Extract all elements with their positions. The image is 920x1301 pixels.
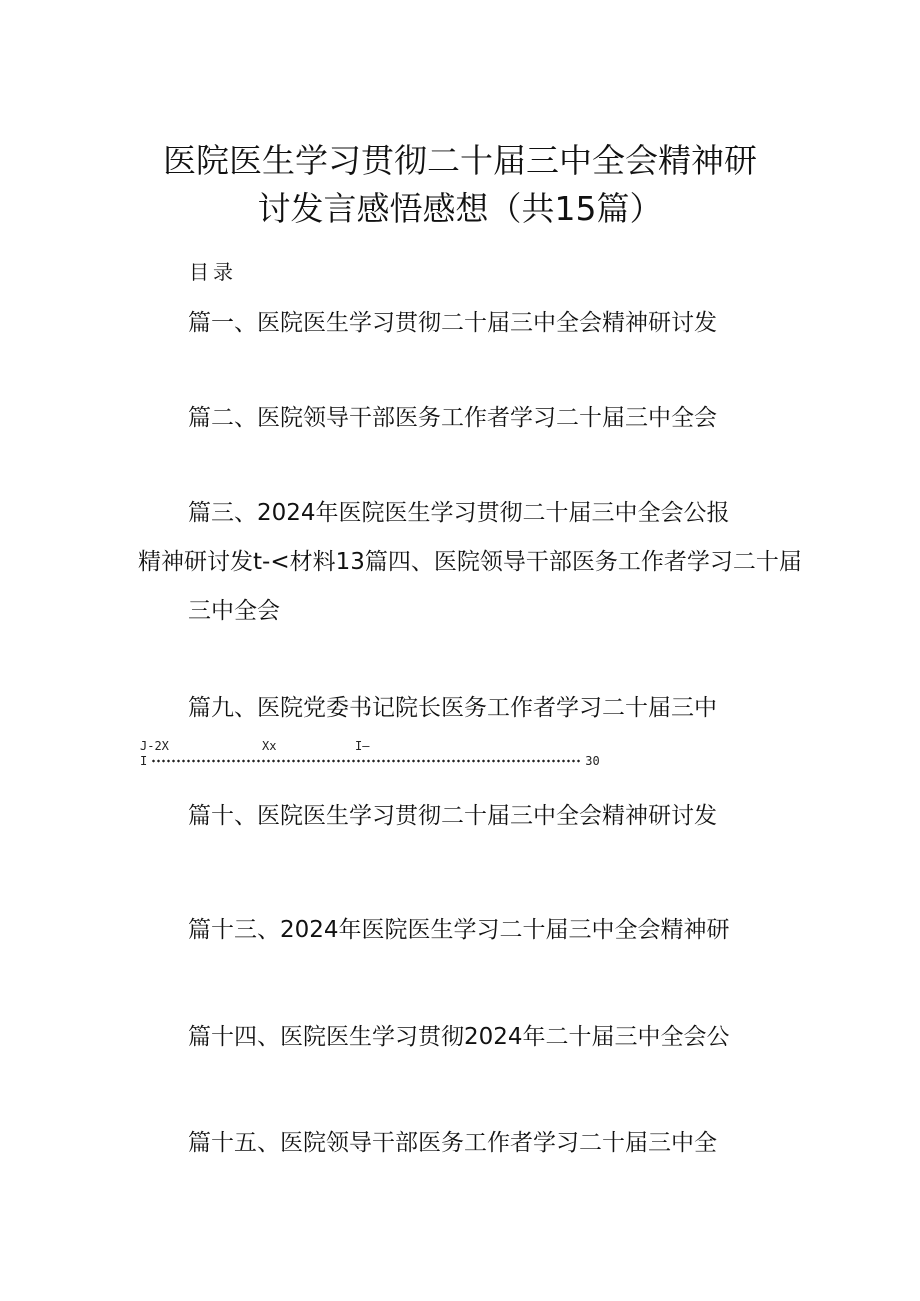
garbled-text-3: I— <box>355 739 370 753</box>
leader-start-text: I <box>140 754 148 768</box>
page-number: 30 <box>585 754 600 768</box>
document-title-line-2: 讨发言感悟感想（共15篇） <box>257 189 663 228</box>
toc-entry-15: 篇十五、医院领导干部医务工作者学习二十届三中全 <box>188 1130 717 1156</box>
toc-entry-14: 篇十四、医院医生学习贯彻2024年二十届三中全会公 <box>188 1024 730 1050</box>
garbled-text-2: Xx <box>262 739 277 753</box>
toc-leader-row <box>140 754 600 768</box>
toc-heading: 目录 <box>189 260 237 284</box>
toc-entry-3: 篇三、2024年医院医生学习贯彻二十届三中全会公报 <box>188 500 730 526</box>
garbled-text-1: J-2X <box>140 739 169 753</box>
toc-entry-1: 篇一、医院医生学习贯彻二十届三中全会精神研讨发 <box>188 310 717 336</box>
toc-entry-2: 篇二、医院领导干部医务工作者学习二十届三中全会 <box>188 405 717 431</box>
document-title-line-1: 医院医生学习贯彻二十届三中全会精神研 <box>163 141 757 180</box>
toc-entry-3-continuation: 精神研讨发t-<材料13篇四、医院领导干部医务工作者学习二十届 <box>138 549 802 575</box>
toc-entry-9: 篇九、医院党委书记院长医务工作者学习二十届三中 <box>188 695 717 721</box>
toc-entry-4-continuation: 三中全会 <box>188 598 280 624</box>
dot-leader <box>151 759 581 763</box>
toc-entry-10: 篇十、医院医生学习贯彻二十届三中全会精神研讨发 <box>188 803 717 829</box>
toc-entry-13: 篇十三、2024年医院医生学习二十届三中全会精神研 <box>188 917 730 943</box>
